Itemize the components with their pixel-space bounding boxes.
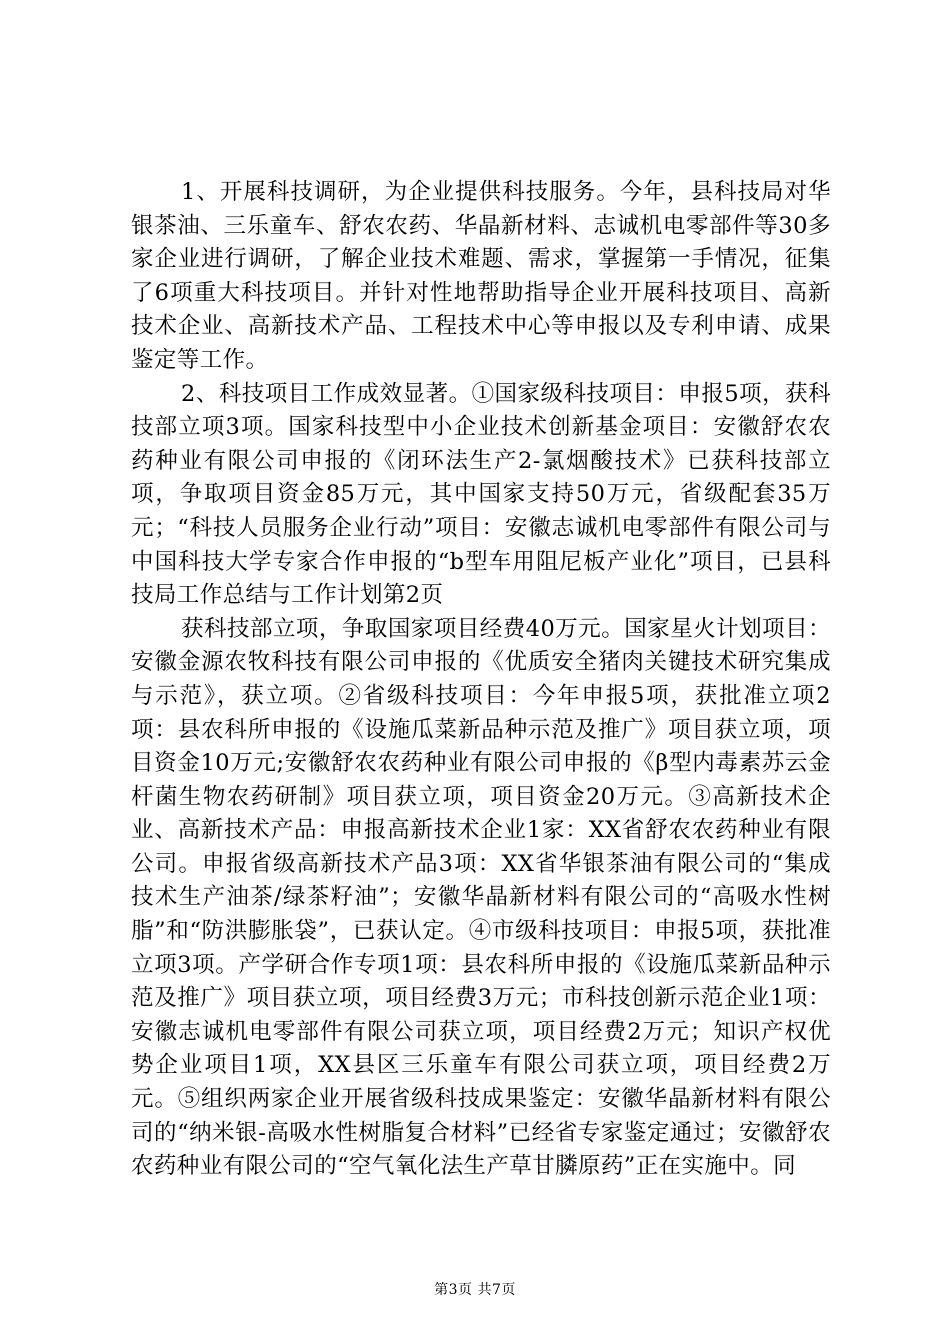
page-number-label: 第3页 共7页	[434, 1282, 516, 1298]
paragraph-projects: 2、科技项目工作成效显著。①国家级科技项目：申报5项，获科技部立项3项。国家科技型中小企业技术创新基金项目：安徽舒农农药种业有限公司申报的《闭环法生产2-氯烟酸技术》已获科技部立项，争取项目资金85万元，其中国家支持50万元，省级配套35万元；“科技人员服务企业行动”项目：安徽志诚机电零部件有限公司与中国科技大学专家合作申报的“b型车用阻尼板产业化”项目，已县科技局工作总结与工作计划第2页	[131, 380, 831, 609]
document-body	[131, 176, 831, 1184]
page-footer	[0, 1281, 950, 1299]
paragraph-research: 1、开展科技调研，为企业提供科技服务。今年，县科技局对华银茶油、三乐童车、舒农农药、华晶新材料、志诚机电零部件等30多家企业进行调研，了解企业技术难题、需求，掌握第一手情况，征集了6项重大科技项目。并针对性地帮助指导企业开展科技项目、高新技术企业、高新技术产品、工程技术中心等申报以及专利申请、成果鉴定等工作。	[131, 179, 831, 373]
paragraph-projects-continued: 获科技部立项，争取国家项目经费40万元。国家星火计划项目：安徽金源农牧科技有限公司申报的《优质安全猪肉关键技术研究集成与示范》，获立项。②省级科技项目：今年申报5项，获批准立项2项：县农科所申报的《设施瓜菜新品种示范及推广》项目获立项，项目资金10万元;安徽舒农农药种业有限公司申报的《β型内毒素苏云金杆菌生物农药研制》项目获立项，项目资金20万元。③高新技术企业、高新技术产品：申报高新技术企业1家：XX省舒农农药种业有限公司。申报省级高新技术产品3项：XX省华银茶油有限公司的“集成技术生产油茶/绿茶籽油”；安徽华晶新材料有限公司的“高吸水性树脂”和“防洪膨胀袋”，已获认定。④市级科技项目：申报5项，获批准立项3项。产学研合作专项1项：县农科所申报的《设施瓜菜新品种示范及推广》项目获立项，项目经费3万元；市科技创新示范企业1项：安徽志诚机电零部件有限公司获立项，项目经费2万元；知识产权优势企业项目1项，XX县区三乐童车有限公司获立项，项目经费2万元。⑤组织两家企业开展省级科技成果鉴定：安徽华晶新材料有限公司的“纳米银-高吸水性树脂复合材料”已经省专家鉴定通过；安徽舒农农药种业有限公司的“空气氧化法生产草甘膦原药”正在实施中。同	[131, 615, 831, 1180]
